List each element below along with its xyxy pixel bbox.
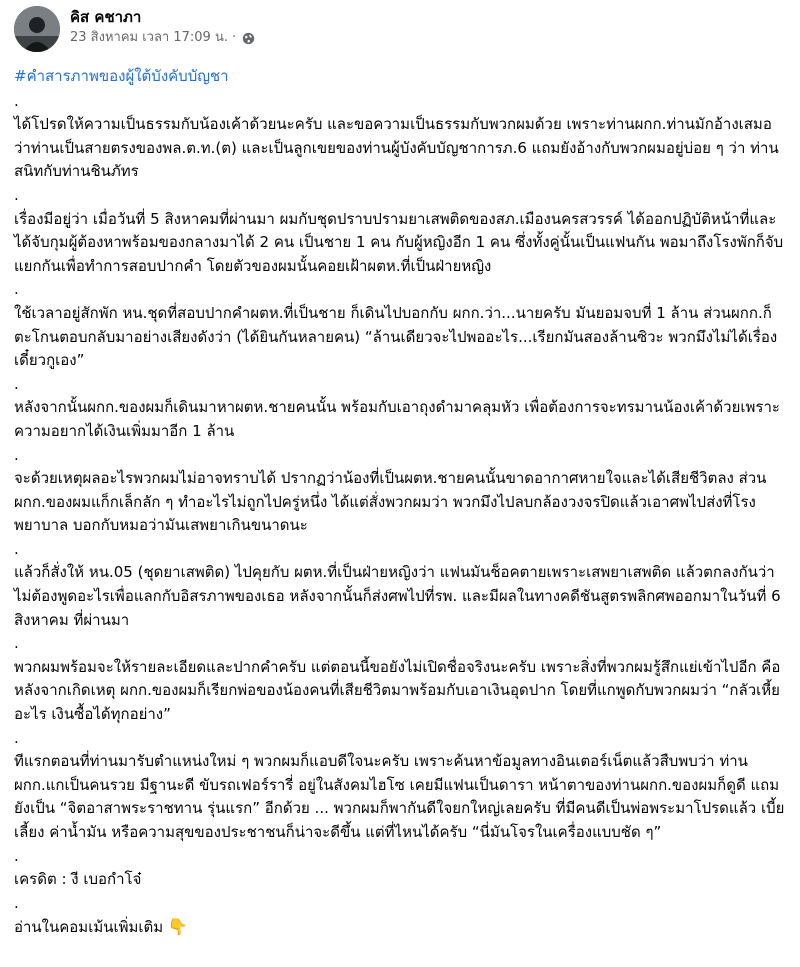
author-avatar[interactable] <box>14 6 60 52</box>
dot-separator: . <box>14 445 19 464</box>
pointing-down-emoji: 👇 <box>167 917 188 937</box>
post-paragraph: พวกผมพร้อมจะให้รายละเอียดและปากคำครับ แต่ตอนนี้ขอยังไม่เปิดชื่อจริงนะครับ เพราะสิ่งที่พวกผมรู้สึกแย่เข้าไปอีก คือ หลังจากเกิดเหตุ ผกก.ของผมก็เรียกพ่อของน้องคนที่เสียชีวิตมาพร้อมกับเอาเงินอุดปาก โดยที่แกพูดกับพวกผมว่า “กลัวเหี้ยอะไร เงินซื้อได้ทุกอย่าง” <box>14 657 781 724</box>
post-paragraph: ได้โปรดให้ความเป็นธรรมกับน้องเค้าด้วยนะครับ และขอความเป็นธรรมกับพวกผมด้วย เพราะท่านผกก.ท่านมักอ้างเสมอว่าท่านเป็นสายตรงของพล.ต.ท.(ต) และเป็นลูกเขยของท่านผู้บังคับบัญชาการภ.6 แถมยังอ้างกับพวกผมอยู่บ่อย ๆ ว่า ท่านสนิทกับท่านชินภัทร <box>14 115 779 181</box>
post-paragraph: หลังจากนั้นผกก.ของผมก็เดินมาหาผตห.ชายคนนั้น พร้อมกับเอาถุงดำมาคลุมหัว เพื่อต้องการจะทรมานน้องเค้าด้วยเพราะความอยากได้เงินเพิ่มมาอีก 1 ล้าน <box>14 398 780 440</box>
globe-icon[interactable] <box>242 32 255 45</box>
post-paragraph: ใช้เวลาอยู่สักพัก หน.ชุดที่สอบปากคำผตห.ที่เป็นชาย ก็เดินไปบอกกับ ผกก.ว่า...นายครับ มันยอมจบที่ 1 ล้าน ส่วนผกก.ก็ตะโกนตอบกลับมาอย่างเสียงดังว่า (ได้ยินกันหลายคน) “ล้านเดียวจะไปพออะไร...เรียกมันสองล้านซิวะ พวกมึงไม่ได้เรื่อง เดี๋ยวกูเอง” <box>14 303 778 370</box>
dot-separator: . <box>14 539 19 558</box>
dot-separator: . <box>14 185 19 204</box>
dot-separator: . <box>14 634 19 653</box>
dot-separator: . <box>14 374 19 393</box>
dot-separator: . <box>14 728 19 747</box>
post-paragraph: จะด้วยเหตุผลอะไรพวกผมไม่อาจทราบได้ ปรากฏว่าน้องที่เป็นผตห.ชายคนนั้นขาดอากาศหายใจและได้เสียชีวิตลง ส่วนผกก.ของผมแก็กเล็กลัก ๆ ทำอะไรไม่ถูกไปครู่หนึ่ง ได้แต่สั่งพวกผมว่า พวกมึงไปลบกล้องวงจรปิดแล้วเอาศพไปส่งที่โรงพยาบาล บอกกับหมอว่ามันเสพยาเกินขนาดนะ <box>14 469 767 535</box>
post-paragraph: เรื่องมีอยู่ว่า เมื่อวันที่ 5 สิงหาคมที่ผ่านมา ผมกับชุดปราบปรามยาเสพติดของสภ.เมืองนครสวรรค์ ได้ออกปฏิบัติหน้าที่และได้จับกุมผู้ต้องหาพร้อมของกลางมาได้ 2 คน เป็นชาย 1 คน กับผู้หญิงอีก 1 คน ซึ่งทั้งคู่นั้นเป็นแฟนกัน พอมาถึงโรงพักก็จับแยกกันเพื่อทำการสอบปากคำ โดยตัวของผมนั้นคอยเฝ้าผตห.ที่เป็นฝ่ายหญิง <box>14 209 784 275</box>
credit-line: เครดิต : งี เบอกำโจ๋ <box>14 870 142 889</box>
author-name[interactable]: คิส คชาภา <box>70 8 142 26</box>
meta-separator: · <box>231 30 237 45</box>
post-timestamp[interactable]: 23 สิงหาคม เวลา 17:09 น. <box>70 30 228 45</box>
dot-separator: . <box>14 846 19 865</box>
read-more-line <box>14 915 786 940</box>
dot-separator: . <box>14 280 19 299</box>
post-meta <box>70 6 255 47</box>
post-subline <box>70 29 255 47</box>
dot-separator: . <box>14 893 19 912</box>
dot-separator: . <box>14 91 19 110</box>
post-paragraph: แล้วก็สั่งให้ หน.05 (ชุดยาเสพติด) ไปคุยกับ ผตห.ที่เป็นฝ่ายหญิงว่า แฟนมันช็อคตายเพราะเสพยาเสพติด แล้วตกลงกันว่าไม่ต้องพูดอะไรเพื่อแลกกับอิสรภาพของเธอ หลังจากนั้นก็ส่งศพไปที่รพ. และมีผลในทางคดีชันสูตรพลิกศพออกมาในวันที่ 6 สิงหาคม ที่ผ่านมา <box>14 563 781 629</box>
hashtag-link[interactable]: #คำสารภาพของผู้ใต้บังคับบัญชา <box>14 67 229 85</box>
post-body <box>14 65 786 940</box>
read-more-text: อ่านในคอมเม้นเพิ่มเติม <box>14 918 164 937</box>
avatar-photo <box>14 6 60 52</box>
post-header <box>14 0 786 66</box>
post-paragraph: ทีแรกตอนที่ท่านมารับตำแหน่งใหม่ ๆ พวกผมก็แอบดีใจนะครับ เพราะค้นหาข้อมูลทางอินเตอร์เน็ตแล้วสืบพบว่า ท่านผกก.แกเป็นคนรวย มีฐานะดี ขับรถเฟอร์รารี่ อยู่ในสังคมไฮโซ เคยมีแฟนเป็นดารา หน้าตาของท่านผกก.ของผมก็ดูดี แถมยังเป็น “จิตอาสาพระราชทาน รุ่นแรก” อีกด้วย ... พวกผมก็พากันดีใจยกใหญ่เลยครับ ที่มีคนดีเป็นพ่อพระมาโปรดแล้ว เบี้ยเลี้ยง ค่าน้ำมัน หรือความสุขของประชาชนก็น่าจะดีขึ้น แต่ที่ไหนได้ครับ “นี่มันโจรในเครื่องแบบชัด ๆ” <box>14 752 785 841</box>
